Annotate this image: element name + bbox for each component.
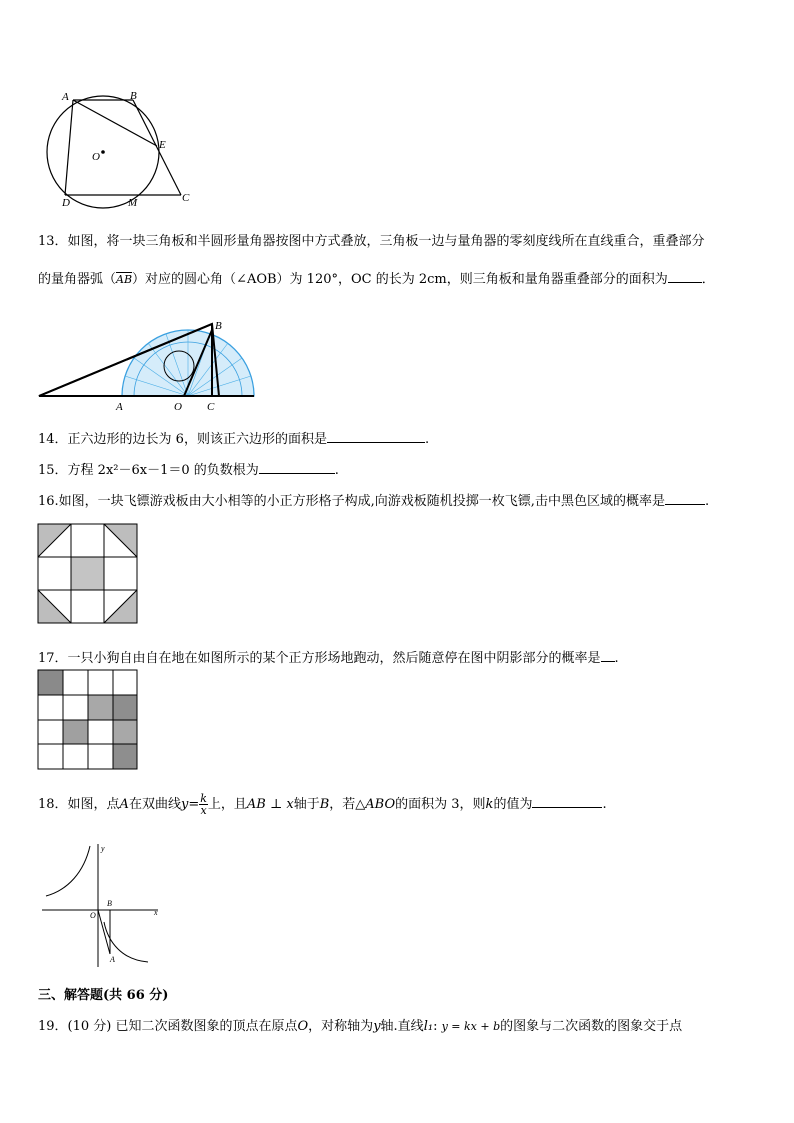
label-O: O bbox=[174, 401, 182, 413]
label-A: A bbox=[116, 401, 123, 413]
answer-blank bbox=[665, 492, 705, 505]
q19-y: y bbox=[373, 1019, 381, 1034]
q19 bbox=[38, 1015, 682, 1034]
q18-eq: = bbox=[188, 797, 200, 812]
label-E: E bbox=[159, 139, 166, 151]
answer-blank bbox=[668, 270, 702, 283]
q15 bbox=[38, 459, 339, 478]
q18-hyperbola-figure bbox=[40, 842, 165, 972]
q15-text: 15．方程 2x²－6x－1＝0 的负数根为 bbox=[38, 463, 259, 478]
q19-p1: 19．(10 分) 已知二次函数图象的顶点在原点 bbox=[38, 1019, 298, 1034]
q18-fraction bbox=[199, 793, 208, 816]
q13-end: ． bbox=[701, 272, 715, 287]
q18-abo: ABO bbox=[365, 797, 396, 812]
q18-end: . bbox=[602, 797, 607, 812]
q19-p4: : bbox=[433, 1019, 442, 1034]
q18-p2: 在双曲线 bbox=[128, 797, 181, 812]
q13-line2a: 的量角器弧（ bbox=[38, 272, 117, 287]
label-O: O bbox=[92, 151, 100, 163]
q12-circle-figure bbox=[40, 88, 190, 213]
label-C: C bbox=[182, 192, 190, 204]
q16-end: . bbox=[704, 494, 710, 509]
answer-blank bbox=[601, 649, 615, 662]
q14 bbox=[38, 428, 429, 447]
answer-blank bbox=[532, 795, 602, 808]
label-y: y bbox=[101, 844, 105, 853]
label-x: x bbox=[154, 908, 158, 917]
q19-l1: l₁ bbox=[423, 1019, 434, 1034]
q16-text: 16.如图，一块飞镖游戏板由大小相等的小正方形格子构成,向游戏板随机投掷一枚飞镖,击中黑色区域的概率是 bbox=[38, 494, 665, 509]
q18-xaxis: x bbox=[286, 797, 294, 812]
q13-line2 bbox=[38, 268, 715, 287]
q18-p7: 的值为 bbox=[493, 797, 533, 812]
answer-blank bbox=[259, 461, 335, 474]
q13-line2b: ）对应的圆心角（∠AOB）为 120°，OC 的长为 2cm，则三角板和量角器重叠部分的面积为 bbox=[132, 272, 668, 287]
q14-text: 14．正六边形的边长为 6，则该正六边形的面积是 bbox=[38, 432, 327, 447]
label-O: O bbox=[90, 911, 96, 920]
q17-grid-figure bbox=[37, 669, 139, 771]
label-D: D bbox=[62, 197, 70, 209]
q18-B: B bbox=[319, 797, 330, 812]
q19-O: O bbox=[297, 1019, 309, 1034]
label-B: B bbox=[130, 90, 137, 102]
q13-arc-AB: $\overline{AB}$ bbox=[116, 273, 133, 286]
q18 bbox=[38, 793, 607, 817]
q13-protractor-figure bbox=[34, 318, 264, 416]
q18-ab: AB bbox=[246, 797, 266, 812]
q18-p5: ，若△ bbox=[329, 797, 366, 812]
q18-x: x bbox=[200, 804, 207, 817]
q15-end: . bbox=[334, 463, 339, 478]
label-B: B bbox=[107, 899, 112, 908]
q18-p1: 18．如图，点 bbox=[38, 797, 120, 812]
q18-A: A bbox=[119, 797, 129, 812]
q13-line1: 13．如图，将一块三角板和半圆形量角器按图中方式叠放，三角板一边与量角器的零刻度线所在直线重合，重叠部分 bbox=[38, 234, 705, 249]
q18-perp: ⊥ bbox=[270, 797, 283, 812]
q14-end: . bbox=[424, 432, 430, 447]
q18-k2: k bbox=[485, 797, 494, 812]
section-heading: 三、解答题(共 66 分) bbox=[38, 988, 169, 1003]
q19-p2: ，对称轴为 bbox=[308, 1019, 374, 1034]
answer-blank bbox=[327, 430, 425, 443]
q19-eq: y = kx + b bbox=[441, 1020, 501, 1033]
label-A: A bbox=[62, 91, 69, 103]
q18-y: y bbox=[180, 797, 189, 812]
q16 bbox=[38, 490, 709, 509]
q18-p6: 的面积为 3，则 bbox=[395, 797, 486, 812]
label-M: M bbox=[128, 197, 138, 209]
q18-p3: 上，且 bbox=[207, 797, 247, 812]
q18-p4: 轴于 bbox=[293, 797, 320, 812]
q19-p5: 的图象与二次函数的图象交于点 bbox=[500, 1019, 683, 1034]
label-A: A bbox=[110, 955, 115, 964]
q19-p3: 轴.直线 bbox=[380, 1019, 424, 1034]
q16-dartboard-figure bbox=[37, 523, 139, 625]
q17-end: . bbox=[614, 651, 619, 666]
label-C: C bbox=[207, 401, 215, 413]
label-B: B bbox=[215, 320, 222, 332]
q17-text: 17．一只小狗自由自在地在如图所示的某个正方形场地跑动，然后随意停在图中阴影部分的概率是 bbox=[38, 651, 601, 666]
q17 bbox=[38, 647, 619, 666]
q18-k: k bbox=[200, 792, 207, 805]
